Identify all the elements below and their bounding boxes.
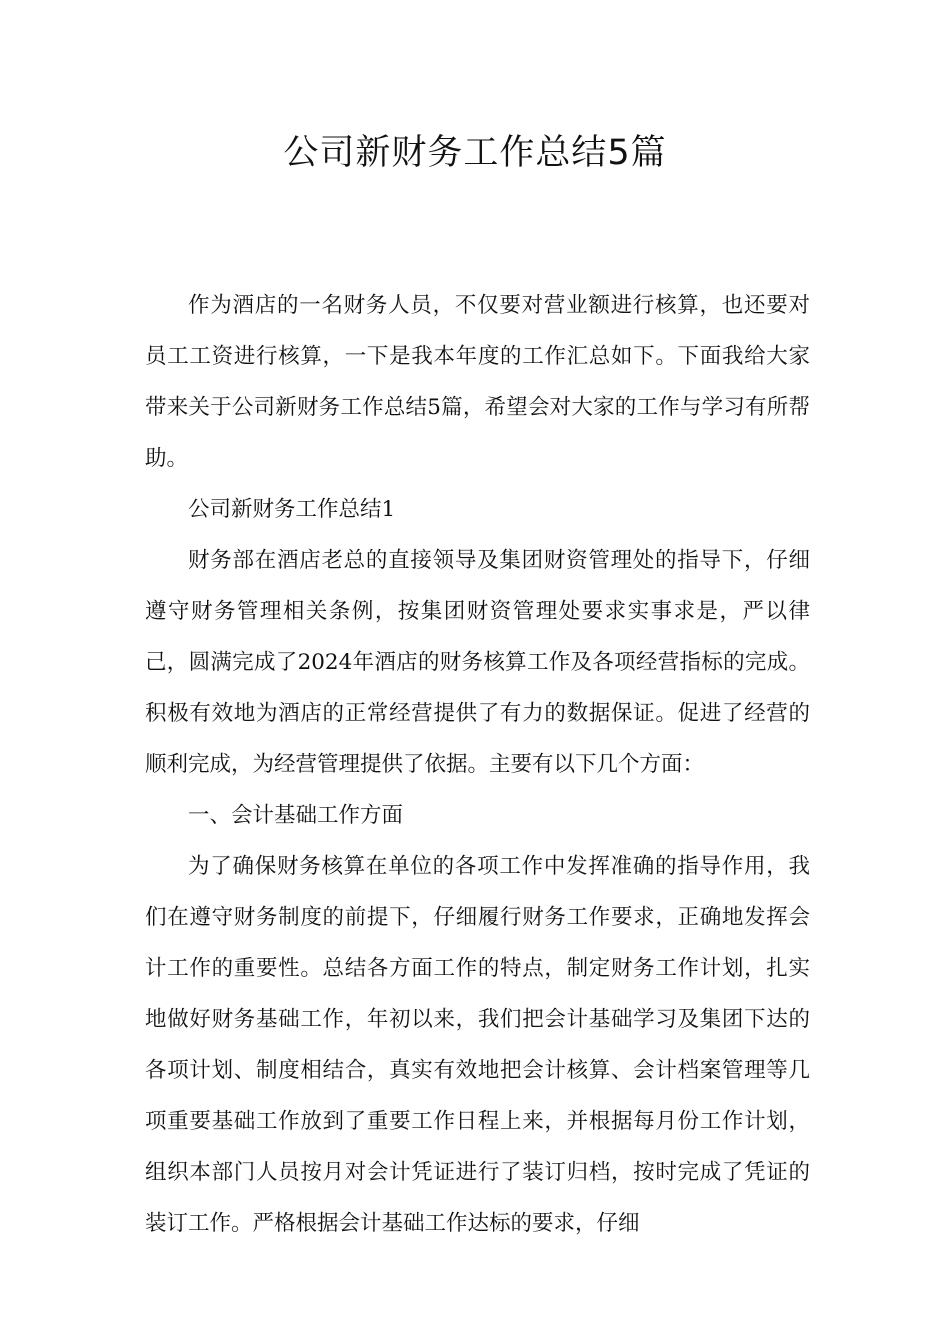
document-body bbox=[145, 280, 810, 1249]
intro-paragraph: 作为酒店的一名财务人员，不仅要对营业额进行核算，也还要对员工工资进行核算，一下是我本年度的工作汇总如下。下面我给大家带来关于公司新财务工作总结5篇，希望会对大家的工作与学习有所帮助。 bbox=[145, 293, 810, 471]
section-heading-accounting-basics: 一、会计基础工作方面 bbox=[188, 803, 404, 828]
overview-paragraph: 财务部在酒店老总的直接领导及集团财资管理处的指导下，仔细遵守财务管理相关条例，按集团财资管理处要求实事求是，严以律己，圆满完成了2024年酒店的财务核算工作及各项经营指标的完成。积极有效地为酒店的正常经营提供了有力的数据保证。促进了经营的顺利完成，为经营管理提供了依据。主要有以下几个方面： bbox=[145, 548, 810, 777]
document-title: 公司新财务工作总结5篇 bbox=[283, 133, 667, 173]
section-heading-summary-1: 公司新财务工作总结1 bbox=[188, 497, 396, 522]
accounting-basics-paragraph: 为了确保财务核算在单位的各项工作中发挥准确的指导作用，我们在遵守财务制度的前提下，仔细履行财务工作要求，正确地发挥会计工作的重要性。总结各方面工作的特点，制定财务工作计划，扎实地做好财务基础工作，年初以来，我们把会计基础学习及集团下达的各项计划、制度相结合，真实有效地把会计核算、会计档案管理等几项重要基础工作放到了重要工作日程上来，并根据每月份工作计划，组织本部门人员按月对会计凭证进行了装订归档，按时完成了凭证的装订工作。严格根据会计基础工作达标的要求，仔细 bbox=[145, 854, 810, 1236]
